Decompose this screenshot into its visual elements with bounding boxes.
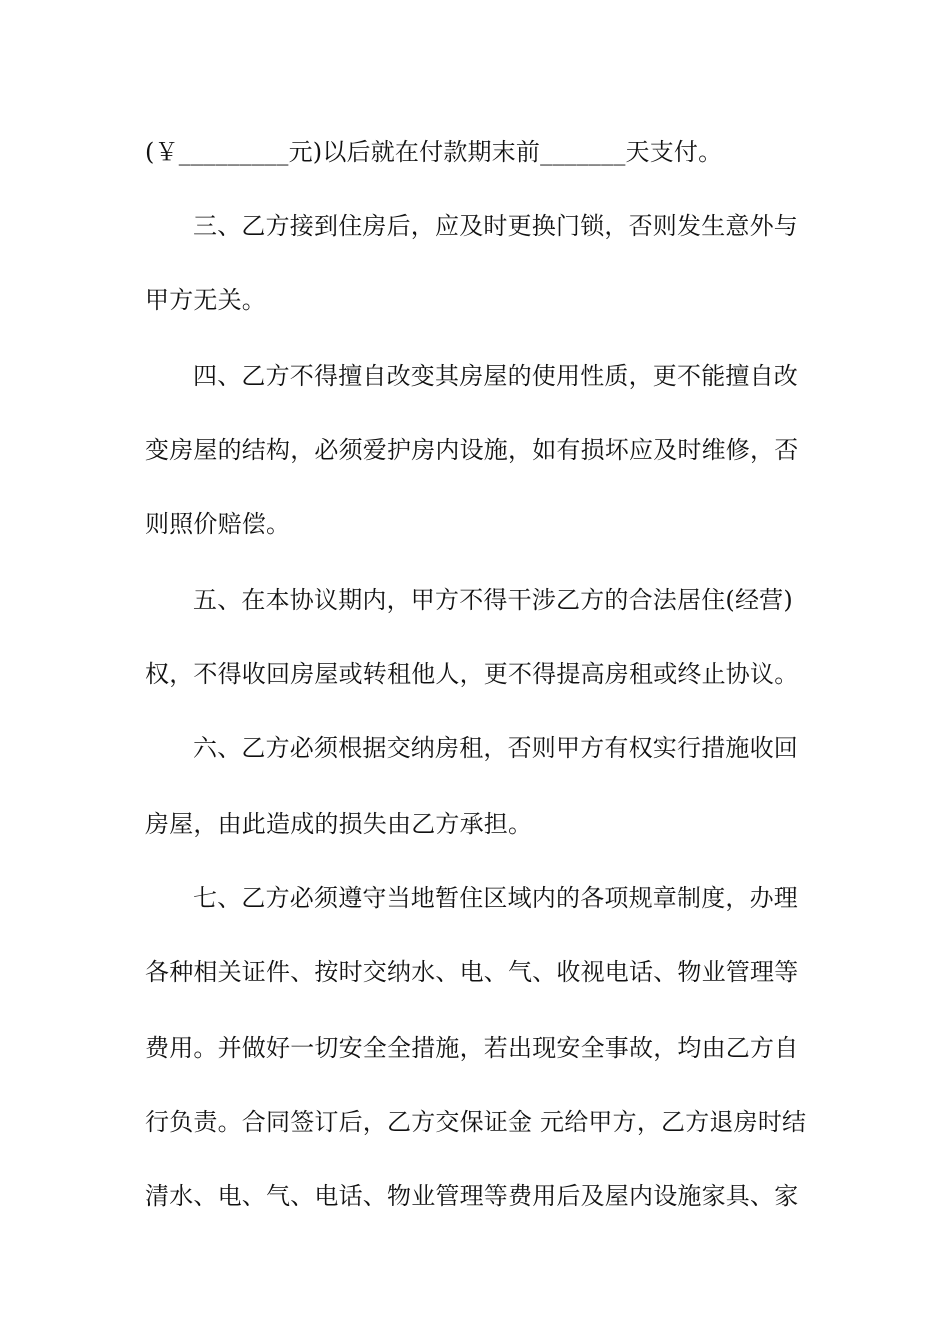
- payment-terms-line: (￥_________元)以后就在付款期末前_______天支付。: [145, 138, 723, 166]
- clause-6-line-1: 六、乙方必须根据交纳房租，否则甲方有权实行措施收回: [193, 734, 798, 762]
- clause-7-line-5: 清水、电、气、电话、物业管理等费用后及屋内设施家具、家: [145, 1182, 799, 1210]
- clause-7-line-2: 各种相关证件、按时交纳水、电、气、收视电话、物业管理等: [145, 958, 799, 986]
- clause-5-line-1: 五、在本协议期内，甲方不得干涉乙方的合法居住(经营): [193, 586, 793, 614]
- clause-3-line-1: 三、乙方接到住房后，应及时更换门锁，否则发生意外与: [193, 212, 798, 240]
- clause-7-line-3: 费用。并做好一切安全全措施，若出现安全事故，均由乙方自: [145, 1034, 799, 1062]
- clause-3-line-2: 甲方无关。: [145, 286, 266, 314]
- clause-4-line-3: 则照价赔偿。: [145, 510, 291, 538]
- clause-7-line-1: 七、乙方必须遵守当地暂住区域内的各项规章制度，办理: [193, 884, 798, 912]
- clause-6-line-2: 房屋，由此造成的损失由乙方承担。: [145, 810, 533, 838]
- clause-4-line-2: 变房屋的结构，必须爱护房内设施，如有损坏应及时维修，否: [145, 436, 799, 464]
- clause-4-line-1: 四、乙方不得擅自改变其房屋的使用性质，更不能擅自改: [193, 362, 798, 390]
- clause-5-line-2: 权，不得收回房屋或转租他人，更不得提高房租或终止协议。: [145, 660, 799, 688]
- clause-7-line-4: 行负责。合同签订后，乙方交保证金 元给甲方，乙方退房时结: [145, 1108, 807, 1136]
